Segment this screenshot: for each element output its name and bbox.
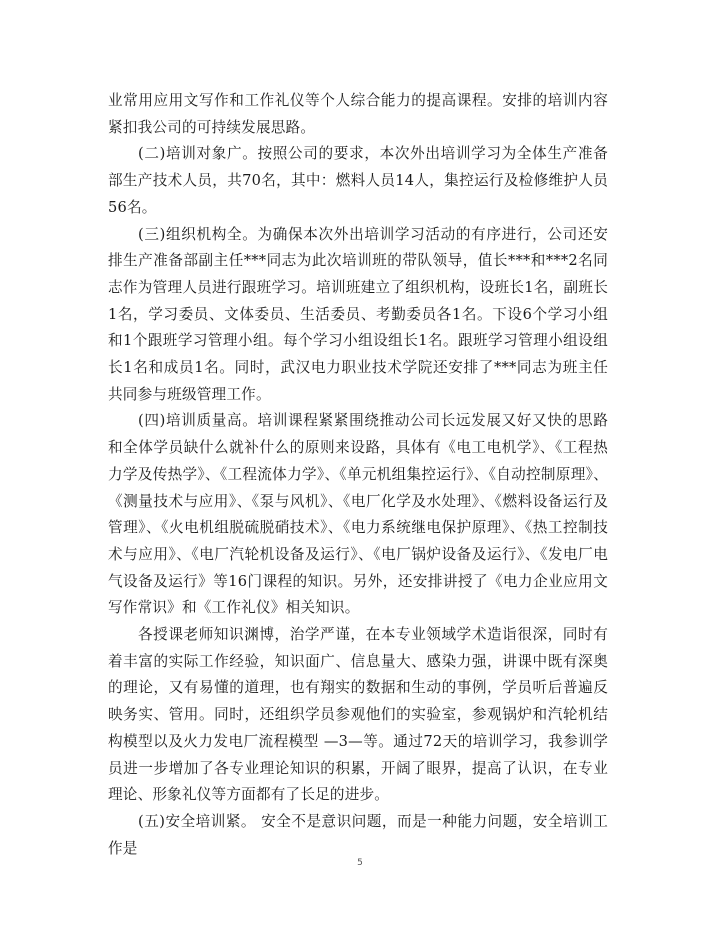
document-body — [108, 88, 608, 862]
paragraph-continuation: 业常用应用文写作和工作礼仪等个人综合能力的提高课程。安排的培训内容紧扣我公司的可持续发展思路。 — [108, 92, 608, 136]
paragraph-safety-training: (五)安全培训紧。 安全不是意识问题，而是一种能力问题，安全培训工作是 — [108, 812, 608, 857]
paragraph-instructors: 各授课老师知识渊博，治学严谨，在本专业领域学术造诣很深，同时有着丰富的实际工作经验，知识面广、信息量大、感染力强，讲课中既有深奥的理论，又有易懂的道理，也有翔实的数据和生动的事例，学员听后普遍反映务实、管用。同时，还组织学员参观他们的实验室，参观锅炉和汽轮机结构模型以及火力发电厂流程模型 —3—等。通过72天的培训学习，我参训学员进一步增加了各专业理论知识的积累，开阔了眼界，提高了认识，在专业理论、形象礼仪等方面都有了长足的进步。 — [108, 626, 608, 804]
page-number: 5 — [357, 858, 363, 868]
paragraph-organization: (三)组织机构全。为确保本次外出培训学习活动的有序进行，公司还安排生产准备部副主任***同志为此次培训班的带队领导，值长***和***2名同志作为管理人员进行跟班学习。培训班建立了组织机构，设班长1名，副班长1名，学习委员、文体委员、生活委员、考勤委员各1名。下设6个学习小组和1个跟班学习管理小组。每个学习小组设组长1名。跟班学习管理小组设组长1名和成员1名。同时，武汉电力职业技术学院还安排了***同志为班主任共同参与班级管理工作。 — [108, 225, 608, 403]
paragraph-training-targets: (二)培训对象广。按照公司的要求，本次外出培训学习为全体生产准备部生产技术人员，共70名，其中：燃料人员14人，集控运行及检修维护人员56名。 — [108, 145, 608, 216]
paragraph-training-quality: (四)培训质量高。培训课程紧紧围绕推动公司长远发展又好又快的思路和全体学员缺什么就补什么的原则来设路，具体有《电工电机学》、《工程热力学及传热学》、《工程流体力学》、《单元机组集控运行》、《自动控制原理》、《测量技术与应用》、《泵与风机》、《电厂化学及水处理》、《燃料设备运行及管理》、《火电机组脱硫脱硝技术》、《电力系统继电保护原理》、《热工控制技术与应用》、《电厂汽轮机设备及运行》、《电厂锅炉设备及运行》、《发电厂电气设备及运行》等16门课程的知识。另外，还安排讲授了《电力企业应用文写作常识》和《工作礼仪》相关知识。 — [108, 412, 608, 617]
